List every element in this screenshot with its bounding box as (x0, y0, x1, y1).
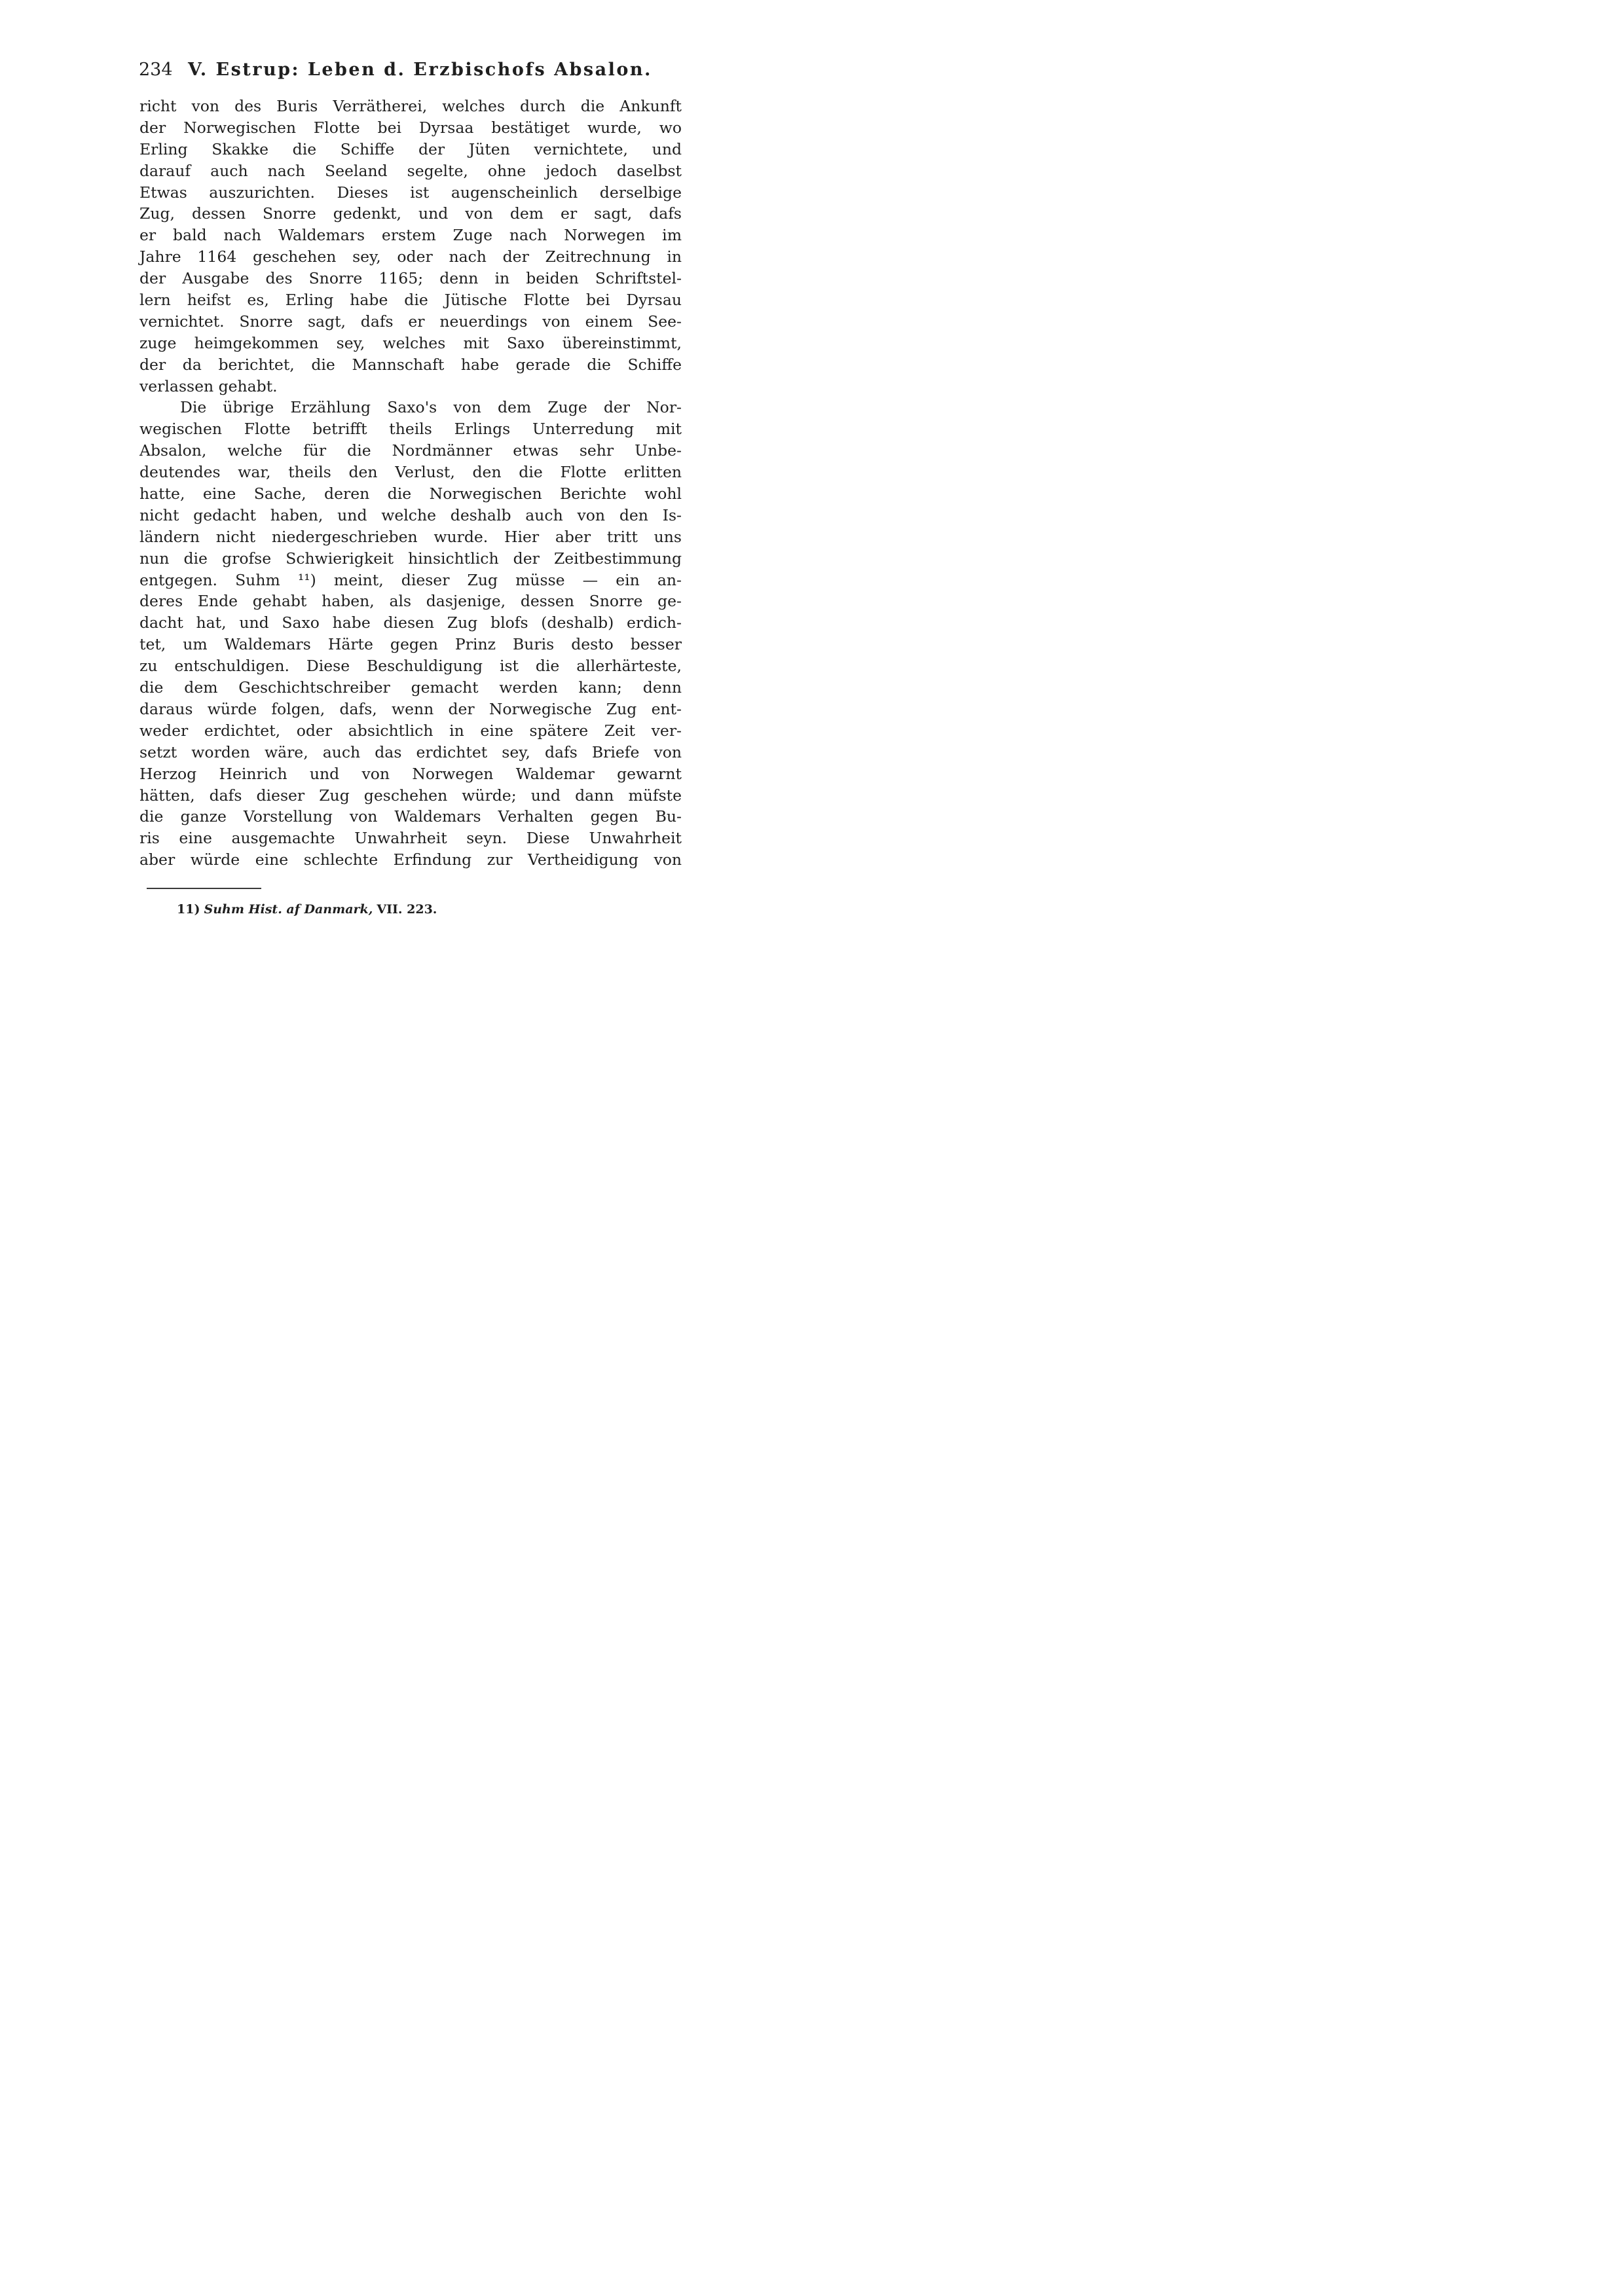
footnote-citation: Suhm Hist. af Danmark, (204, 902, 373, 917)
footnote (177, 900, 437, 919)
text-line: Zug, dessen Snorre gedenkt, und von dem er sagt, dafs (139, 204, 682, 223)
text-line: tet, um Waldemars Härte gegen Prinz Buris desto besser (139, 635, 682, 654)
text-line: die ganze Vorstellung von Waldemars Verhalten gegen Bu- (139, 807, 682, 826)
footnote-reference: VII. 223. (377, 902, 437, 917)
text-line: nicht gedacht haben, und welche deshalb auch von den Is- (139, 505, 682, 524)
footnote-rule (147, 888, 261, 889)
page-header (139, 58, 663, 82)
paragraph-end-line: verlassen gehabt. (139, 376, 278, 395)
text-line: deres Ende gehabt haben, als dasjenige, dessen Snorre ge- (139, 592, 682, 611)
text-line: wegischen Flotte betrifft theils Erlings Unterredung mit (139, 420, 682, 439)
text-line: Etwas auszurichten. Dieses ist augenscheinlich derselbige (139, 183, 682, 202)
text-line: Erling Skakke die Schiffe der Jüten vernichtete, und (139, 139, 682, 158)
text-line: deutendes war, theils den Verlust, den die Flotte erlitten (139, 463, 682, 482)
text-line: nun die grofse Schwierigkeit hinsichtlich der Zeitbestimmung (139, 549, 682, 568)
text-line: Jahre 1164 geschehen sey, oder nach der Zeitrechnung in (139, 247, 682, 266)
text-line: zuge heimgekommen sey, welches mit Saxo übereinstimmt, (139, 333, 682, 352)
text-line: der Norwegischen Flotte bei Dyrsaa bestätiget wurde, wo (139, 118, 682, 137)
text-line: weder erdichtet, oder absichtlich in eine spätere Zeit ver- (139, 721, 682, 740)
text-line: ris eine ausgemachte Unwahrheit seyn. Diese Unwahrheit (139, 829, 682, 848)
page-number: 234 (139, 60, 173, 80)
text-line: die dem Geschichtschreiber gemacht werden kann; denn (139, 678, 682, 697)
text-line: aber würde eine schlechte Erfindung zur Vertheidigung von (139, 850, 682, 869)
text-line: hatte, eine Sache, deren die Norwegischen Berichte wohl (139, 484, 682, 503)
text-line: lern heifst es, Erling habe die Jütische Flotte bei Dyrsau (139, 291, 682, 310)
text-line: er bald nach Waldemars erstem Zuge nach Norwegen im (139, 226, 682, 245)
text-line: setzt worden wäre, auch das erdichtet sey, dafs Briefe von (139, 742, 682, 761)
text-line: der Ausgabe des Snorre 1165; denn in beiden Schriftstel- (139, 269, 682, 288)
text-line: darauf auch nach Seeland segelte, ohne jedoch daselbst (139, 161, 682, 180)
text-line: vernichtet. Snorre sagt, dafs er neuerdings von einem See- (139, 312, 682, 331)
text-line: hätten, dafs dieser Zug geschehen würde; und dann müfste (139, 786, 682, 805)
text-line: ländern nicht niedergeschrieben wurde. Hier aber tritt uns (139, 527, 682, 546)
text-line: entgegen. Suhm ¹¹) meint, dieser Zug müsse — ein an- (139, 570, 682, 589)
text-line: Herzog Heinrich und von Norwegen Waldemar gewarnt (139, 764, 682, 783)
body-text (139, 96, 682, 871)
running-title: V. Estrup: Leben d. Erzbischofs Absalon. (188, 60, 652, 80)
text-line: der da berichtet, die Mannschaft habe gerade die Schiffe (139, 355, 682, 374)
text-line: Absalon, welche für die Nordmänner etwas sehr Unbe- (139, 441, 682, 460)
text-line: daraus würde folgen, dafs, wenn der Norwegische Zug ent- (139, 699, 682, 718)
text-line: zu entschuldigen. Diese Beschuldigung ist die allerhärteste, (139, 657, 682, 676)
footnote-number: 11) (177, 902, 200, 917)
paragraph-start-line: Die übrige Erzählung Saxo's von dem Zuge der Nor- (180, 398, 682, 417)
book-page (0, 0, 727, 1027)
text-line: dacht hat, und Saxo habe diesen Zug blofs (deshalb) erdich- (139, 613, 682, 632)
text-line: richt von des Buris Verrätherei, welches durch die Ankunft (139, 97, 682, 115)
